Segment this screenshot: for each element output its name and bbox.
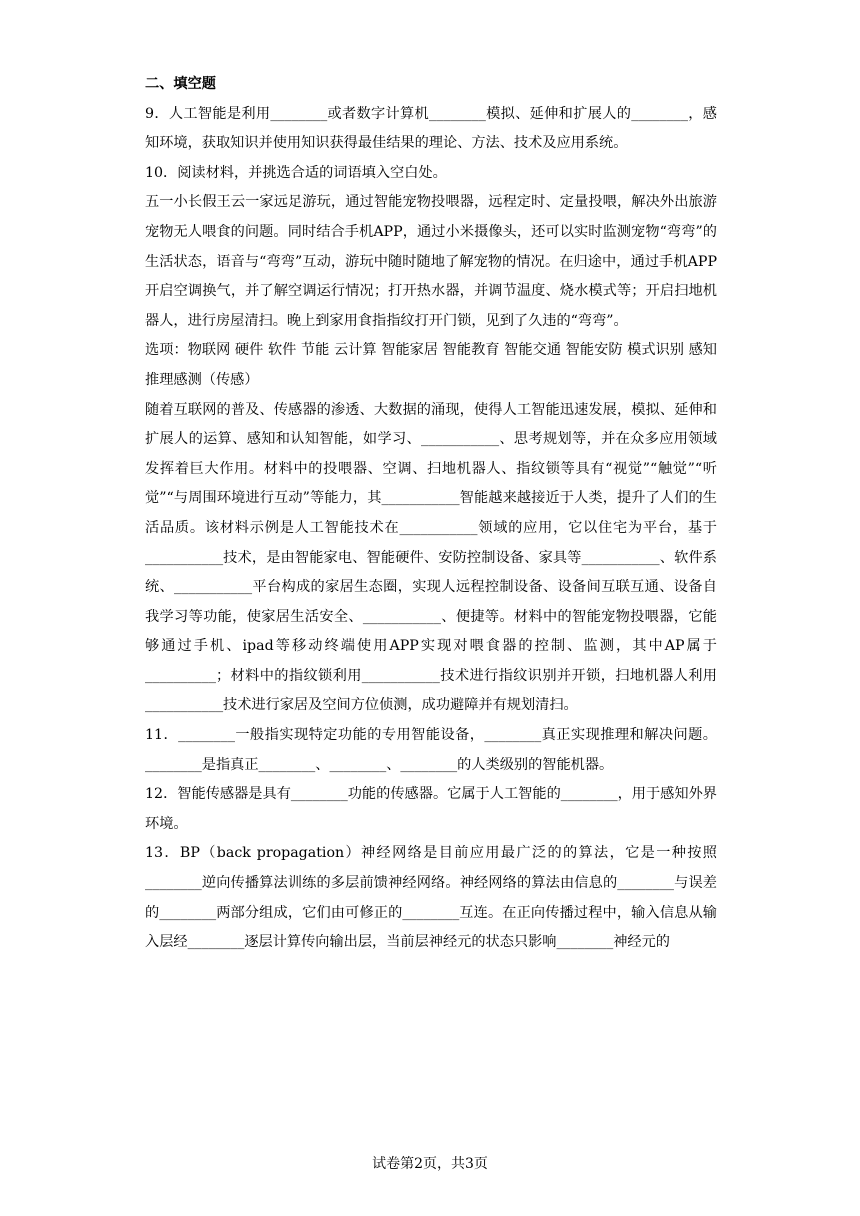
question-11: 11．________一般指实现特定功能的专用智能设备，________真正实现推理和解决问题。________是指真正________、________、________的人类级别的智能机器。 [145, 727, 717, 773]
page-content [145, 70, 717, 958]
page-footer: 试卷第2页，共3页 [372, 1156, 488, 1172]
reading-material: 五一小长假王云一家远足游玩，通过智能宠物投喂器，远程定时、定量投喂，解决外出旅游宠物无人喂食的问题。同时结合手机APP，通过小米摄像头，还可以实时监测宠物“弯弯”的生活状态，语音与“弯弯”互动，游玩中随时随地了解宠物的情况。在归途中，通过手机APP开启空调换气，并了解空调运行情况；打开热水器，并调节温度、烧水模式等；开启扫地机器人，进行房屋清扫。晚上到家用食指指纹打开门锁，见到了久违的“弯弯”。 [145, 194, 717, 329]
options-list: 选项：物联网 硬件 软件 节能 云计算 智能家居 智能教育 智能交通 智能安防 模式识别 感知 推理感测（传感） [145, 342, 717, 388]
question-13: 13．BP（back propagation）神经网络是目前应用最广泛的的算法，它是一种按照________逆向传播算法训练的多层前馈神经网络。神经网络的算法由信息的________与误差的________两部分组成，它们由可修正的________互连。在正向传播过程中，输入信息从输入层经________逐层计算传向输出层，当前层神经元的状态只影响________神经元的 [145, 845, 717, 951]
section-title: 二、填空题 [145, 76, 216, 92]
question-9: 9．人工智能是利用________或者数字计算机________模拟、延伸和扩展人的________，感知环境，获取知识并使用知识获得最佳结果的理论、方法、技术及应用系统。 [145, 105, 717, 152]
question-10-instruction: 10．阅读材料，并挑选合适的词语填入空白处。 [145, 164, 447, 181]
question-12: 12．智能传感器是具有________功能的传感器。它属于人工智能的________，用于感知外界环境。 [145, 786, 717, 832]
question-10-passage: 随着互联网的普及、传感器的渗透、大数据的涌现，使得人工智能迅速发展，模拟、延伸和扩展人的运算、感知和认知智能，如学习、___________、思考规划等，并在众多应用领域发挥着巨大作用。材料中的投喂器、空调、扫地机器人、指纹锁等具有“视觉”“触觉”“听觉”“与周围环境进行互动”等能力，其___________智能越来越接近于人类，提升了人们的生活品质。该材料示例是人工智能技术在___________领域的应用，它以住宅为平台，基于___________技术，是由智能家电、智能硬件、安防控制设备、家具等___________、软件系统、___________平台构成的家居生态圈，实现人远程控制设备、设备间互联互通、设备自我学习等功能，使家居生活安全、___________、便捷等。材料中的智能宠物投喂器，它能够通过手机、ipad等移动终端使用APP实现对喂食器的控制、监测，其中AP属于__________；材料中的指纹锁利用___________技术进行指纹识别并开锁，扫地机器人利用___________技术进行家居及空间方位侦测，成功避障并有规划清扫。 [145, 401, 717, 714]
